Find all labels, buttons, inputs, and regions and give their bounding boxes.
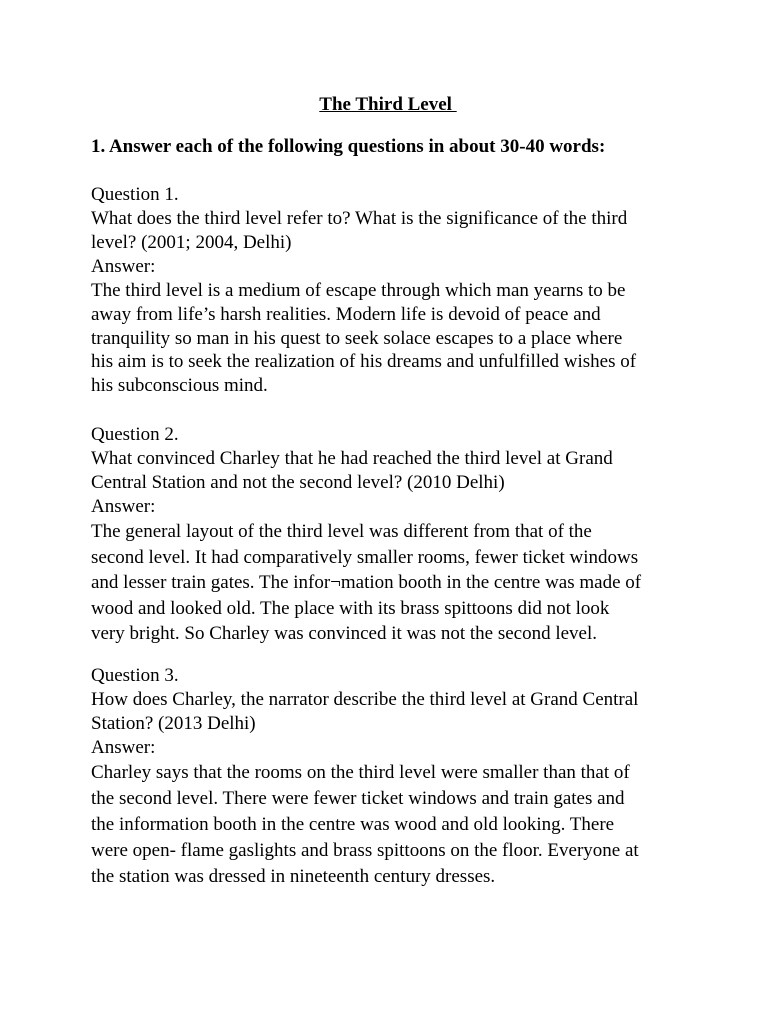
instruction-heading: 1. Answer each of the following questions in about 30-40 words: (91, 136, 606, 157)
question-block-1 (91, 183, 691, 398)
answer-text-line: the station was dressed in nineteenth century dresses. (91, 866, 496, 887)
question-text-line: How does Charley, the narrator describe the third level at Grand Central (91, 689, 639, 710)
answer-text-line: were open- flame gaslights and brass spittoons on the floor. Everyone at (91, 840, 639, 861)
answer-text-line: the information booth in the centre was wood and old looking. There (91, 814, 615, 835)
document-title: The Third Level (319, 94, 457, 115)
answer-label: Answer: (91, 256, 156, 277)
answer-text-line: very bright. So Charley was convinced it was not the second level. (91, 623, 598, 645)
question-block-2 (91, 423, 691, 647)
answer-text (91, 519, 691, 647)
question-text-line: level? (2001; 2004, Delhi) (91, 232, 292, 253)
question-text-line: What convinced Charley that he had reached the third level at Grand (91, 448, 613, 469)
answer-text-line: second level. It had comparatively smaller rooms, fewer ticket windows (91, 546, 639, 568)
answer-text-line: his subconscious mind. (91, 375, 268, 397)
question-text-line: Station? (2013 Delhi) (91, 713, 256, 734)
question-text-line: Central Station and not the second level? (2010 Delhi) (91, 472, 505, 493)
answer-label: Answer: (91, 737, 156, 758)
answer-text-line: and lesser train gates. The infor¬mation booth in the centre was made of (91, 572, 642, 594)
answer-text (91, 279, 691, 398)
question-block-3 (91, 664, 691, 890)
answer-text-line: tranquility so man in his quest to seek solace escapes to a place where (91, 327, 623, 349)
answer-text-line: the second level. There were fewer ticket windows and train gates and (91, 788, 625, 809)
answer-text-line: his aim is to seek the realization of his dreams and unfulfilled wishes of (91, 351, 637, 373)
answer-text (91, 760, 691, 890)
answer-label: Answer: (91, 496, 156, 517)
answer-text-line: away from life’s harsh realities. Modern life is devoid of peace and (91, 303, 601, 325)
question-label: Question 2. (91, 424, 179, 445)
answer-text-line: The third level is a medium of escape through which man yearns to be (91, 280, 626, 301)
question-label: Question 1. (91, 184, 179, 205)
question-label: Question 3. (91, 665, 179, 686)
answer-text-line: The general layout of the third level was different from that of the (91, 521, 592, 542)
answer-text-line: wood and looked old. The place with its brass spittoons did not look (91, 597, 610, 619)
question-text-line: What does the third level refer to? What is the significance of the third (91, 208, 628, 229)
answer-text-line: Charley says that the rooms on the third level were smaller than that of (91, 762, 630, 783)
